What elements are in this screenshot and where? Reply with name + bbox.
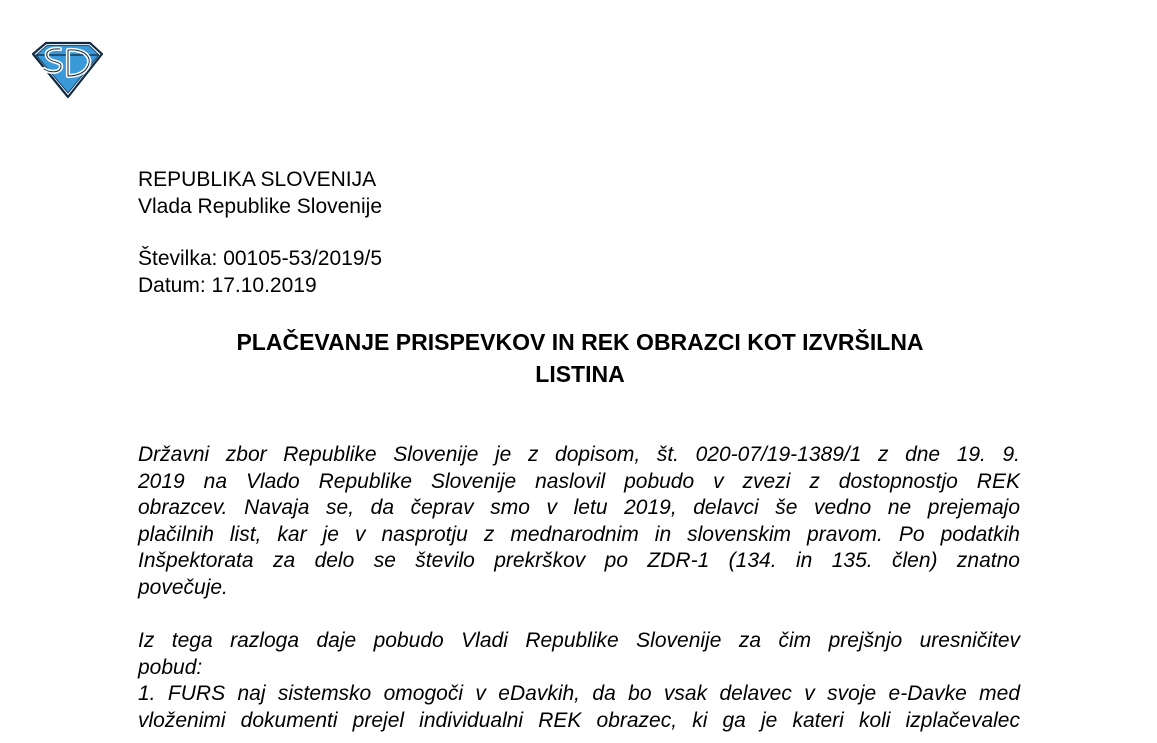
paragraph-line: Iz tega razloga daje pobudo Vladi Republike Slovenije za čim prejšnjo uresničitev [138,629,1020,652]
title-line-2: LISTINA [535,361,625,387]
paragraph-line: plačilnih list, kar je v nasprotju z mednarodnim in slovenskim pravom. Po podatkih [138,522,1020,546]
paragraph-line: obrazcev. Navaja se, da čeprav smo v letu 2019, delavci še vedno ne prejemajo [138,496,1020,520]
document-meta [138,245,382,299]
document-number: Številka: 00105-53/2019/5 [138,247,383,270]
issuer-block [138,166,382,220]
paragraph-line: Inšpektorata za delo se število prekrškov po ZDR-1 (134. in 135. člen) znatno [138,549,1020,573]
paragraph-line: povečuje. [138,575,228,599]
paragraph-line: vloženimi dokumenti prejel individualni REK obrazec, ki ga je kateri koli izplačevalec [138,708,1020,732]
paragraph-line: 1. FURS naj sistemsko omogoči v eDavkih, da bo vsak delavec v svoje e-Davke med [138,682,1020,706]
paragraph-2 [138,628,1020,734]
issuer-government: Vlada Republike Slovenije [138,195,382,218]
paragraph-line: 2019 na Vlado Republike Slovenije naslovil pobudo v zvezi z dostopnostjo REK [138,469,1020,493]
issuer-republic: REPUBLIKA SLOVENIJA [138,168,377,191]
paragraph-line: Državni zbor Republike Slovenije je z dopisom, št. 020-07/19-1389/1 z dne 19. 9. [138,443,1020,466]
document-date: Datum: 17.10.2019 [138,274,317,297]
document-title [138,326,1022,390]
paragraph-line: pobud: [138,655,203,679]
sd-logo-icon [30,40,104,100]
title-line-1: PLAČEVANJE PRISPEVKOV IN REK OBRAZCI KOT IZVRŠILNA [236,329,924,355]
paragraph-1 [138,442,1020,602]
